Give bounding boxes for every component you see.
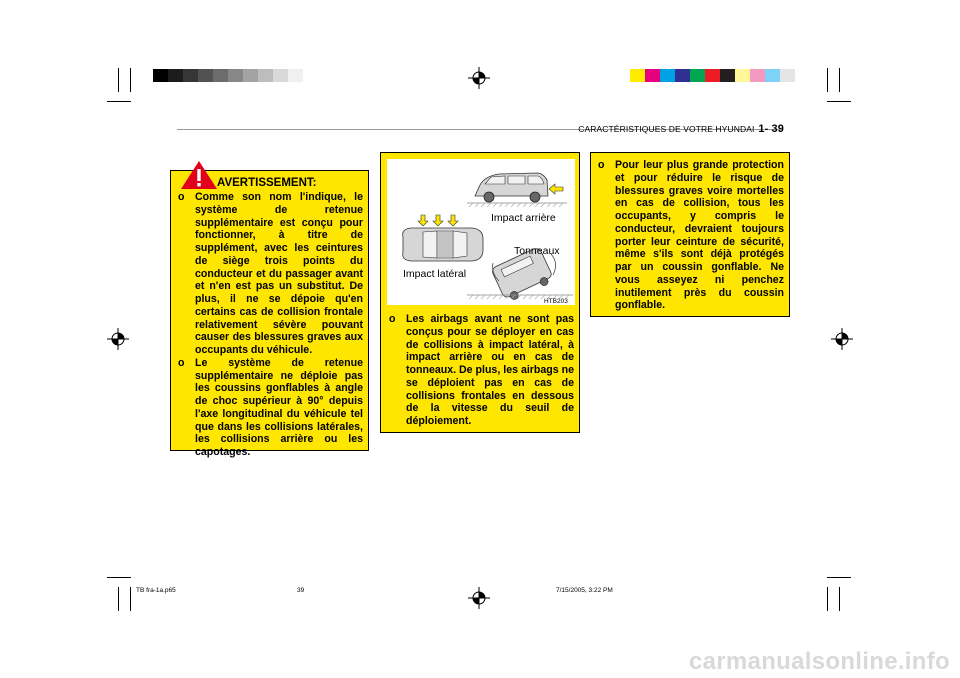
figure-code: HTB203 — [544, 298, 568, 305]
calibration-swatch — [183, 69, 198, 82]
registration-mark-left — [107, 328, 129, 350]
calibration-swatch — [690, 69, 705, 82]
list-item — [178, 357, 363, 459]
bullet: o — [178, 356, 185, 369]
crash-types-illustration — [387, 159, 575, 305]
label-rollover: Tonneaux — [514, 245, 560, 257]
bullet: o — [389, 313, 396, 325]
registration-mark-top — [468, 67, 490, 89]
calibration-swatch — [228, 69, 243, 82]
calibration-swatch — [198, 69, 213, 82]
calibration-swatch — [720, 69, 735, 82]
crash-illustration-svg — [387, 159, 575, 305]
list-item — [178, 191, 363, 357]
calibration-swatch — [705, 69, 720, 82]
calibration-swatch — [288, 69, 303, 82]
rear-impact-car — [467, 173, 567, 207]
list-item — [598, 159, 784, 312]
grayscale-calibration-bar — [153, 69, 303, 82]
footer-page: 39 — [297, 587, 305, 594]
label-rear-impact: Impact arrière — [491, 212, 556, 224]
list-item — [389, 313, 574, 428]
registration-mark-right — [831, 328, 853, 350]
page-number: 1- 39 — [758, 123, 784, 135]
warning-text — [178, 191, 363, 459]
item-text: Les airbags avant ne sont pas conçus pour se déployer en cas de collisions à impact latéral, à impact arrière ou en cas de tonneaux. De plus, les airbags ne se déploient pas en cas de collisions frontales en dessous de la vitesse du seuil de déploiement. — [406, 313, 574, 427]
calibration-swatch — [213, 69, 228, 82]
calibration-swatch — [243, 69, 258, 82]
label-side-impact: Impact latéral — [403, 268, 467, 280]
bullet: o — [178, 191, 185, 203]
calibration-swatch — [735, 69, 750, 82]
item-text: Pour leur plus grande protection et pour réduire le risque de blessures graves voire mortelles en cas de collision, tous les occupants, y compris le conducteur, devraient toujours porter leur ceinture de sécurité, même s'ils sont déjà protégés par un coussin gonflable. Ne vous asseyez ni penchez inutilement près du coussin gonflable. — [615, 159, 784, 312]
calibration-swatch — [765, 69, 780, 82]
calibration-swatch — [660, 69, 675, 82]
calibration-swatch — [273, 69, 288, 82]
footer-date: 7/15/2005, 3:22 PM — [556, 587, 613, 594]
footer-file: TB fra-1a.p65 — [136, 587, 176, 594]
item-text: Le système de retenue supplémentaire ne déploie pas les coussins gonflables à angle de choc supérieur à 90° depuis l'axe longitudinal du véhicule tel que dans les collisions latérales, les collisions arrière ou les capotages. — [195, 356, 363, 458]
calibration-swatch — [258, 69, 273, 82]
airbag-info-text — [389, 313, 574, 428]
side-impact-car — [403, 215, 483, 261]
calibration-swatch — [168, 69, 183, 82]
calibration-swatch — [675, 69, 690, 82]
warning-title: AVERTISSEMENT: — [217, 177, 317, 189]
running-header — [578, 123, 784, 135]
calibration-swatch — [645, 69, 660, 82]
header-title: CARACTÉRISTIQUES DE VOTRE HYUNDAI — [578, 124, 755, 134]
bullet: o — [598, 159, 605, 171]
exclamation-triangle-icon — [180, 160, 218, 190]
watermark: carmanualsonline.info — [688, 648, 950, 675]
registration-mark-bottom — [468, 587, 490, 609]
calibration-swatch — [630, 69, 645, 82]
color-calibration-bar — [630, 69, 795, 82]
calibration-swatch — [780, 69, 795, 82]
protection-text — [598, 159, 784, 312]
calibration-swatch — [153, 69, 168, 82]
calibration-swatch — [750, 69, 765, 82]
item-text: Comme son nom l'indique, le système de retenue supplémentaire est conçu pour fonctionner, à titre de supplément, avec les ceintures de siège trois points du conducteur et du passager avant et n'en est pas un substitut. De plus, il ne se dépoie qu'en certains cas de collision frontale relativement sévère pouvant causer des blessures graves aux occupants du véhicule. — [195, 191, 363, 356]
